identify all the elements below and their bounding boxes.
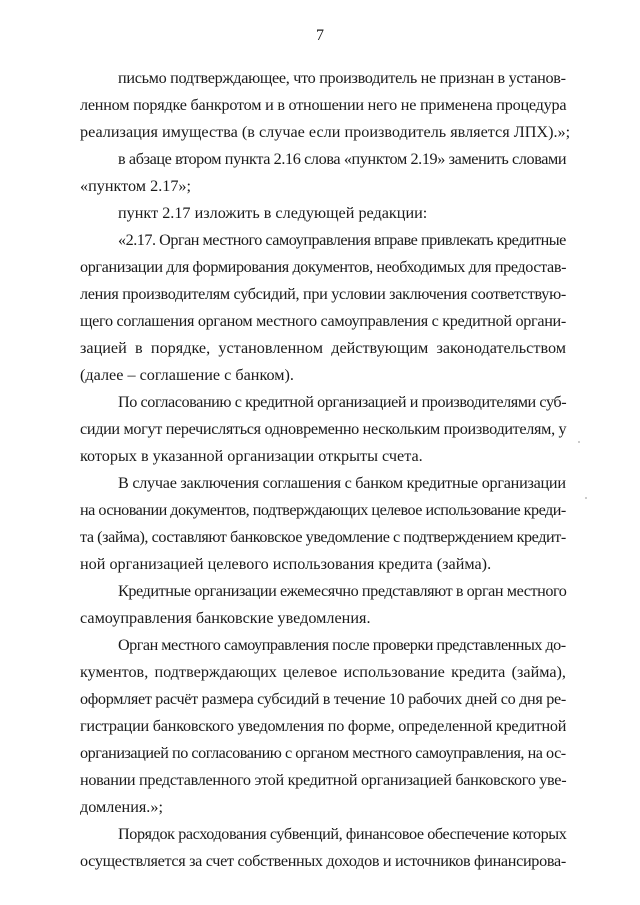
- word: (займа),: [511, 663, 566, 681]
- text-line-19: ной организацией целевого использования кредита (займа).: [80, 555, 492, 573]
- text-line-26: организацией по согласованию с органом местного самоуправления, на ос-: [80, 744, 566, 762]
- text-line-1: письмо подтверждающее, что производитель не признан в установ-: [118, 69, 566, 87]
- text-line-9: ления производителям субсидий, при условии заключения соответствую-: [80, 285, 566, 303]
- word: подтверждающих: [154, 663, 277, 681]
- text-line-8: организации для формирования документов, необходимых для предостав-: [80, 258, 567, 276]
- word: целевое: [283, 663, 338, 681]
- text-line-30: осуществляется за счет собственных доходов и источников финансирова-: [80, 852, 566, 870]
- word: зацией: [80, 339, 127, 357]
- text-line-22: Орган местного самоуправления после проверки представленных до-: [118, 636, 566, 654]
- text-line-25: гистрации банковского уведомления по форме, определенной кредитной: [80, 717, 567, 735]
- word: использование: [343, 663, 445, 681]
- text-line-2: ленном порядке банкротом и в отношении него не применена процедура: [80, 96, 567, 114]
- word: порядке,: [150, 339, 211, 357]
- scan-speck: [578, 441, 580, 443]
- word: законодательством: [436, 339, 566, 357]
- text-line-15: которых в указанной организации открыты счета.: [80, 447, 423, 465]
- word: в: [135, 339, 143, 357]
- text-line-6: пункт 2.17 изложить в следующей редакции:: [118, 204, 428, 222]
- text-line-11: [80, 335, 566, 362]
- text-line-18: та (займа), составляют банковское уведомление с подтверждением кредит-: [80, 528, 566, 546]
- text-line-29: Порядок расходования субвенций, финансовое обеспечение которых: [118, 825, 567, 843]
- text-line-16: В случае заключения соглашения с банком кредитные организации: [118, 474, 566, 492]
- text-line-13: По согласованию с кредитной организацией и производителями суб-: [118, 393, 567, 411]
- text-line-10: щего соглашения органом местного самоуправления с кредитной органи-: [80, 312, 566, 330]
- text-line-21: самоуправления банковские уведомления.: [80, 609, 371, 627]
- text-line-28: домления.»;: [80, 798, 163, 816]
- text-line-12: (далее – соглашение с банком).: [80, 366, 294, 384]
- text-line-27: новании представленного этой кредитной организацией банковского уве-: [80, 771, 567, 789]
- text-line-14: сидии могут перечисляться одновременно нескольким производителям, у: [80, 420, 567, 438]
- text-line-5: «пунктом 2.17»;: [80, 177, 192, 195]
- text-line-4: в абзаце втором пункта 2.16 слова «пунктом 2.19» заменить словами: [118, 150, 567, 168]
- text-line-20: Кредитные организации ежемесячно представляют в орган местного: [118, 582, 567, 600]
- page-number: 7: [316, 27, 324, 44]
- word: кредита: [451, 663, 506, 681]
- text-line-3: реализация имущества (в случае если производитель является ЛПХ).»;: [80, 123, 571, 141]
- word: кументов,: [80, 663, 149, 681]
- word: установленном: [218, 339, 323, 357]
- text-line-24: оформляет расчёт размера субсидий в течение 10 рабочих дней со дня ре-: [80, 690, 566, 708]
- text-line-17: на основании документов, подтверждающих целевое использование креди-: [80, 501, 566, 519]
- text-line-7: «2.17. Орган местного самоуправления вправе привлекать кредитные: [118, 231, 566, 249]
- text-line-23: [80, 659, 566, 686]
- word: действующим: [331, 339, 429, 357]
- scan-speck: [585, 497, 587, 499]
